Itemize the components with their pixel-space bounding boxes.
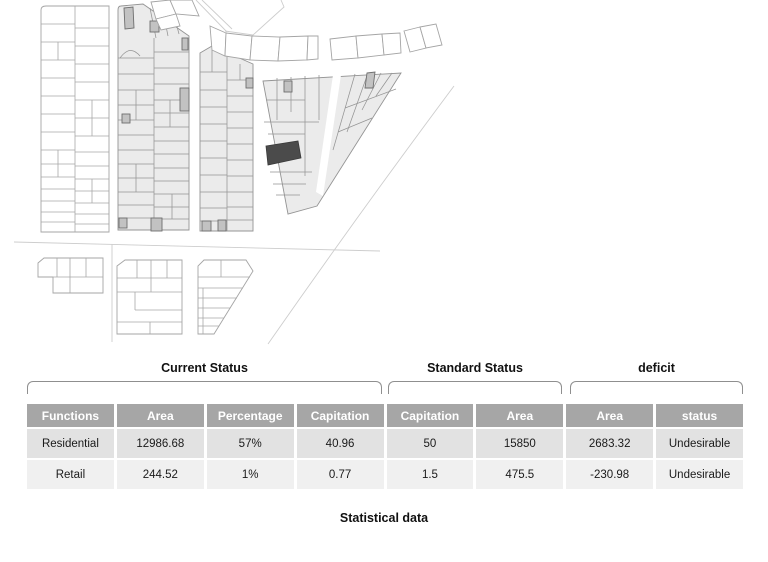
- header-cell-status: status: [656, 404, 743, 427]
- group-label-deficit: deficit: [638, 361, 675, 375]
- block-triangle: [263, 72, 401, 214]
- cell-retail-deficit-area: -230.98: [566, 460, 653, 489]
- group-label-current-status: Current Status: [161, 361, 248, 375]
- block-lower-right: [198, 260, 253, 334]
- cell-retail-area: 244.52: [117, 460, 204, 489]
- header-cell-area-3: Area: [566, 404, 653, 427]
- statistics-table: [27, 404, 743, 489]
- header-cell-area-1: Area: [117, 404, 204, 427]
- cell-retail-std-capitation: 1.5: [387, 460, 474, 489]
- cell-retail-status: Undesirable: [656, 460, 743, 489]
- cell-residential-area: 12986.68: [117, 429, 204, 458]
- cell-residential-std-capitation: 50: [387, 429, 474, 458]
- block-middle: [118, 4, 189, 231]
- group-label-standard-status: Standard Status: [427, 361, 523, 375]
- cell-residential-function: Residential: [27, 429, 114, 458]
- cell-residential-capitation: 40.96: [297, 429, 384, 458]
- cell-retail-std-area: 475.5: [476, 460, 563, 489]
- bracket-standard-status: [388, 381, 562, 394]
- header-cell-area-2: Area: [476, 404, 563, 427]
- bracket-deficit: [570, 381, 743, 394]
- header-cell-percentage: Percentage: [207, 404, 294, 427]
- block-lower-middle: [117, 260, 182, 334]
- header-cell-capitation-1: Capitation: [297, 404, 384, 427]
- top-parcel-band: [151, 0, 442, 61]
- header-cell-functions: Functions: [27, 404, 114, 427]
- cell-residential-status: Undesirable: [656, 429, 743, 458]
- header-cell-capitation-2: Capitation: [387, 404, 474, 427]
- cell-retail-function: Retail: [27, 460, 114, 489]
- cell-retail-capitation: 0.77: [297, 460, 384, 489]
- block-narrow: [200, 46, 253, 231]
- figure-caption: Statistical data: [339, 511, 429, 525]
- block-lower-left: [38, 258, 103, 293]
- cell-residential-std-area: 15850: [476, 429, 563, 458]
- cell-residential-percentage: 57%: [207, 429, 294, 458]
- cell-retail-percentage: 1%: [207, 460, 294, 489]
- bracket-current-status: [27, 381, 382, 394]
- block-left: [41, 6, 109, 232]
- cell-residential-deficit-area: 2683.32: [566, 429, 653, 458]
